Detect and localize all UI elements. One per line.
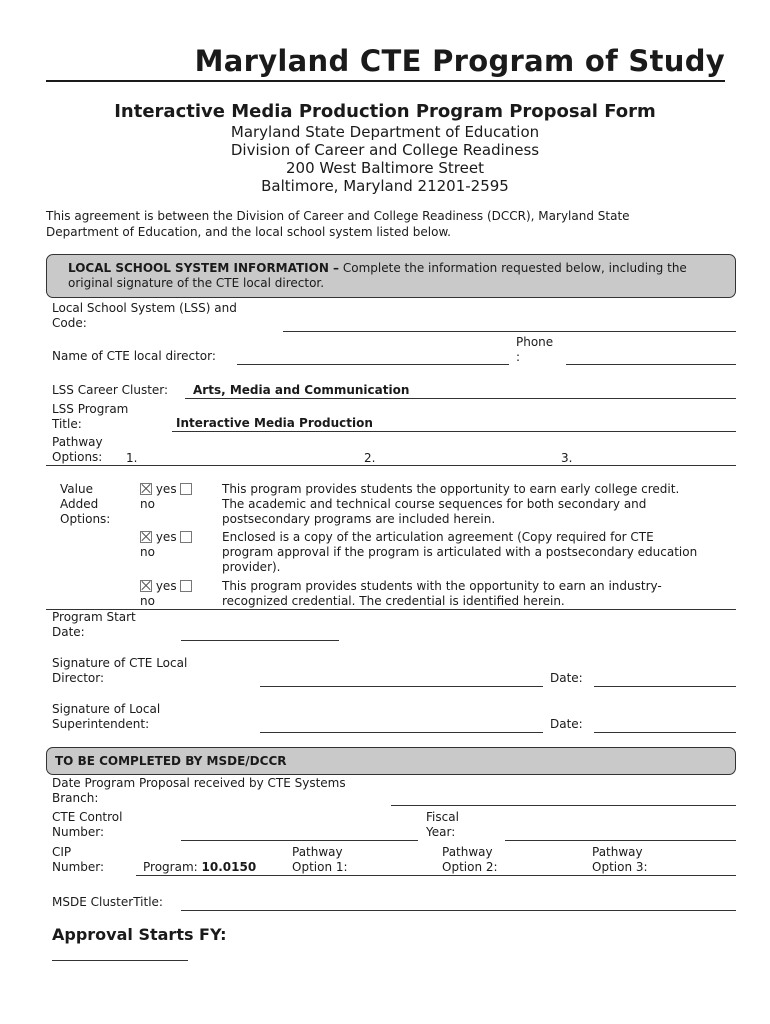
option-text-line: The academic and technical course sequences for both secondary and [222,497,647,511]
label-line: Options: [60,512,111,526]
director-date-field[interactable] [594,686,736,687]
lss-code-label [52,301,237,331]
yes-checkbox-checked[interactable] [140,483,152,495]
address-line: Maryland State Department of Education [230,123,540,141]
cluster-label: LSS Career Cluster: [52,383,169,397]
label-line: Options: [52,450,103,464]
pathway-divider [46,465,736,466]
address-line: Baltimore, Maryland 21201-2595 [261,177,509,195]
control-number-field[interactable] [181,840,418,841]
fiscal-year-field[interactable] [505,840,736,841]
label-line: Date Program Proposal received by CTE Systems [52,776,346,790]
label-line: Number: [52,825,105,839]
label-line: Pathway [292,845,343,859]
director-name-field[interactable] [237,364,509,365]
phone-field[interactable] [566,364,736,365]
section-heading-rest: Complete the information requested below, including the [339,261,687,275]
option-text-line: recognized credential. The credential is identified herein. [222,594,565,608]
label-line: Signature of Local [52,702,161,716]
title-divider [46,80,725,82]
option-1-text [222,482,732,527]
date-received-label [52,776,346,806]
no-checkbox[interactable] [180,531,192,543]
option-3-text [222,579,732,609]
pathway-option-1: 1. [126,451,138,465]
program-start-label [52,610,136,640]
pathway-option-1-label [292,845,348,875]
no-label: no [140,545,155,559]
yes-label: yes [155,579,177,593]
fiscal-year-label [426,810,459,840]
option-text-line: postsecondary programs are included herein. [222,512,496,526]
label-line: Director: [52,671,105,685]
form-subtitle: Interactive Media Production Program Proposal Form [114,101,656,122]
label-line: Program Start [52,610,136,624]
label-line: Fiscal [426,810,459,824]
option-2-text [222,530,732,575]
director-label: Name of CTE local director: [52,349,216,363]
intro-line: This agreement is between the Division of Career and College Readiness (DCCR), Maryland State [46,209,630,223]
pathway-option-3-label [592,845,648,875]
sig-super-field[interactable] [260,732,543,733]
cip-number-label [52,845,104,875]
label-line: Value [60,482,93,496]
label-line: Date: [52,625,85,639]
date-label: Date: [550,671,583,685]
yes-checkbox-checked[interactable] [140,580,152,592]
option-text-line: This program provides students the opportunity to earn early college credit. [222,482,680,496]
label-line: Pathway [442,845,493,859]
approval-field[interactable] [52,960,188,961]
no-checkbox[interactable] [180,483,192,495]
cip-number-field[interactable] [136,875,736,876]
phone-label [516,335,553,365]
label-line: CIP [52,845,72,859]
cluster-title-field[interactable] [181,910,736,911]
no-label: no [140,594,155,608]
option-text-line: This program provides students with the opportunity to earn an industry- [222,579,662,593]
label-line: Added [60,497,99,511]
cluster-field[interactable] [185,398,736,399]
section-header-lss [46,254,736,298]
label-line: Pathway [592,845,643,859]
yes-checkbox-checked[interactable] [140,531,152,543]
address-line: 200 West Baltimore Street [286,159,484,177]
no-label: no [140,497,155,511]
pathway-option-2: 2. [364,451,376,465]
option-text-line: provider). [222,560,281,574]
intro-line: Department of Education, and the local school system listed below. [46,225,451,239]
value-added-label [60,482,110,527]
sig-director-field[interactable] [260,686,543,687]
options-divider [46,609,736,610]
cip-program [143,860,256,875]
no-checkbox[interactable] [180,580,192,592]
label-line: Title: [52,417,82,431]
label-line: Option 2: [442,860,498,874]
label-line: Option 1: [292,860,348,874]
label-line: Signature of CTE Local [52,656,188,670]
section-heading-bold: LOCAL SCHOOL SYSTEM INFORMATION – [68,261,340,275]
lss-code-field[interactable] [283,331,736,332]
pathway-options-label [52,435,103,465]
control-number-label [52,810,122,840]
label-line: LSS Program [52,402,129,416]
program-start-field[interactable] [181,640,339,641]
option-1-checkboxes [140,482,192,512]
option-text-line: program approval if the program is articulated with a postsecondary education [222,545,698,559]
option-2-checkboxes [140,530,192,560]
yes-label: yes [155,530,177,544]
option-text-line: Enclosed is a copy of the articulation agreement (Copy required for CTE [222,530,654,544]
yes-label: yes [155,482,177,496]
label-line: Superintendent: [52,717,150,731]
address-line: Division of Career and College Readiness [230,141,540,159]
cip-program-label: Program: [143,860,198,874]
label-line: Year: [426,825,456,839]
pathway-option-2-label [442,845,498,875]
page-title: Maryland CTE Program of Study [194,44,725,78]
pathway-option-3: 3. [561,451,573,465]
sig-super-label [52,702,160,732]
super-date-field[interactable] [594,732,736,733]
intro-text [46,208,736,240]
label-line: Code: [52,316,87,330]
label-line: Pathway [52,435,103,449]
label-line: CTE Control [52,810,123,824]
label-line: Option 3: [592,860,648,874]
label-line: Local School System (LSS) and [52,301,237,315]
program-title-label [52,402,128,432]
section-heading-line2: original signature of the CTE local director. [68,276,325,290]
date-label: Date: [550,717,583,731]
program-title-field[interactable] [172,431,736,432]
cluster-value: Arts, Media and Communication [193,383,410,397]
label-line: Number: [52,860,105,874]
label-line: : [516,350,521,364]
label-line: Branch: [52,791,99,805]
cip-program-value: 10.0150 [201,860,257,874]
date-received-field[interactable] [391,805,736,806]
approval-label: Approval Starts FY: [52,925,227,944]
program-title-value: Interactive Media Production [176,416,373,430]
cluster-title-label: MSDE ClusterTitle: [52,895,163,909]
option-3-checkboxes [140,579,192,609]
label-line: Phone [516,335,554,349]
sig-director-label [52,656,187,686]
section-header-msde: TO BE COMPLETED BY MSDE/DCCR [46,747,736,775]
